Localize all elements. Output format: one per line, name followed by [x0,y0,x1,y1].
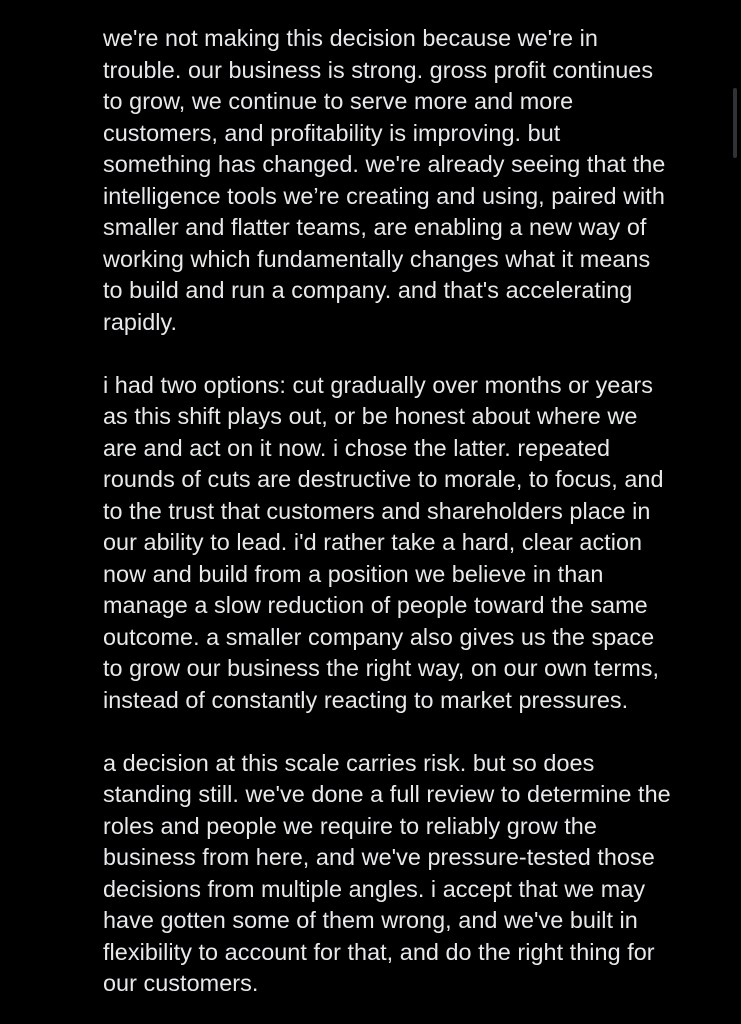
text-line: trouble. our business is strong. gross profit continues [103,56,654,83]
text-line: to build and run a company. and that's accelerating [103,277,633,303]
text-line: to grow, we continue to serve more and more [103,88,574,114]
text-line: decisions from multiple angles. i accept that we may [103,875,646,902]
text-line: customers, and profitability is improving. but [103,119,561,146]
text-line: manage a slow reduction of people toward the same [103,592,648,618]
text-line: flexibility to account for that, and do the right thing for [103,938,655,965]
text-line: standing still. we've done a full review to determine the [103,781,671,807]
paragraph-1 [103,23,733,338]
text-line: rapidly. [103,308,178,335]
text-line: intelligence tools we’re creating and using, paired with [103,182,665,209]
text-line: as this shift plays out, or be honest about where we [103,403,638,429]
text-line: something has changed. we're already seeing that the [103,151,666,177]
text-line: a decision at this scale carries risk. but so does [103,749,595,776]
paragraph-3 [103,748,733,1000]
text-line: i had two options: cut gradually over months or years [103,371,654,398]
text-line: business from here, and we've pressure-tested those [103,844,655,870]
text-line: to grow our business the right way, on our own terms, [103,655,660,681]
text-line: are and act on it now. i chose the latter. repeated [103,434,611,461]
text-line: now and build from a position we believe in than [103,560,604,587]
post-body [103,23,733,1000]
scrollbar-thumb[interactable] [733,88,737,158]
text-line: outcome. a smaller company also gives us the space [103,623,655,650]
text-line: rounds of cuts are destructive to morale, to focus, and [103,466,664,492]
text-line: roles and people we require to reliably grow the [103,812,597,839]
text-line: to the trust that customers and shareholders place in [103,497,651,524]
text-line: our ability to lead. i'd rather take a hard, clear action [103,529,643,555]
text-line: have gotten some of them wrong, and we've built in [103,907,638,933]
text-line: our customers. [103,970,259,996]
text-line: smaller and flatter teams, are enabling a new way of [103,214,647,240]
text-line: working which fundamentally changes what it means [103,245,651,272]
text-line: we're not making this decision because we're in [103,25,598,51]
paragraph-2 [103,370,733,717]
text-line: instead of constantly reacting to market pressures. [103,686,629,713]
